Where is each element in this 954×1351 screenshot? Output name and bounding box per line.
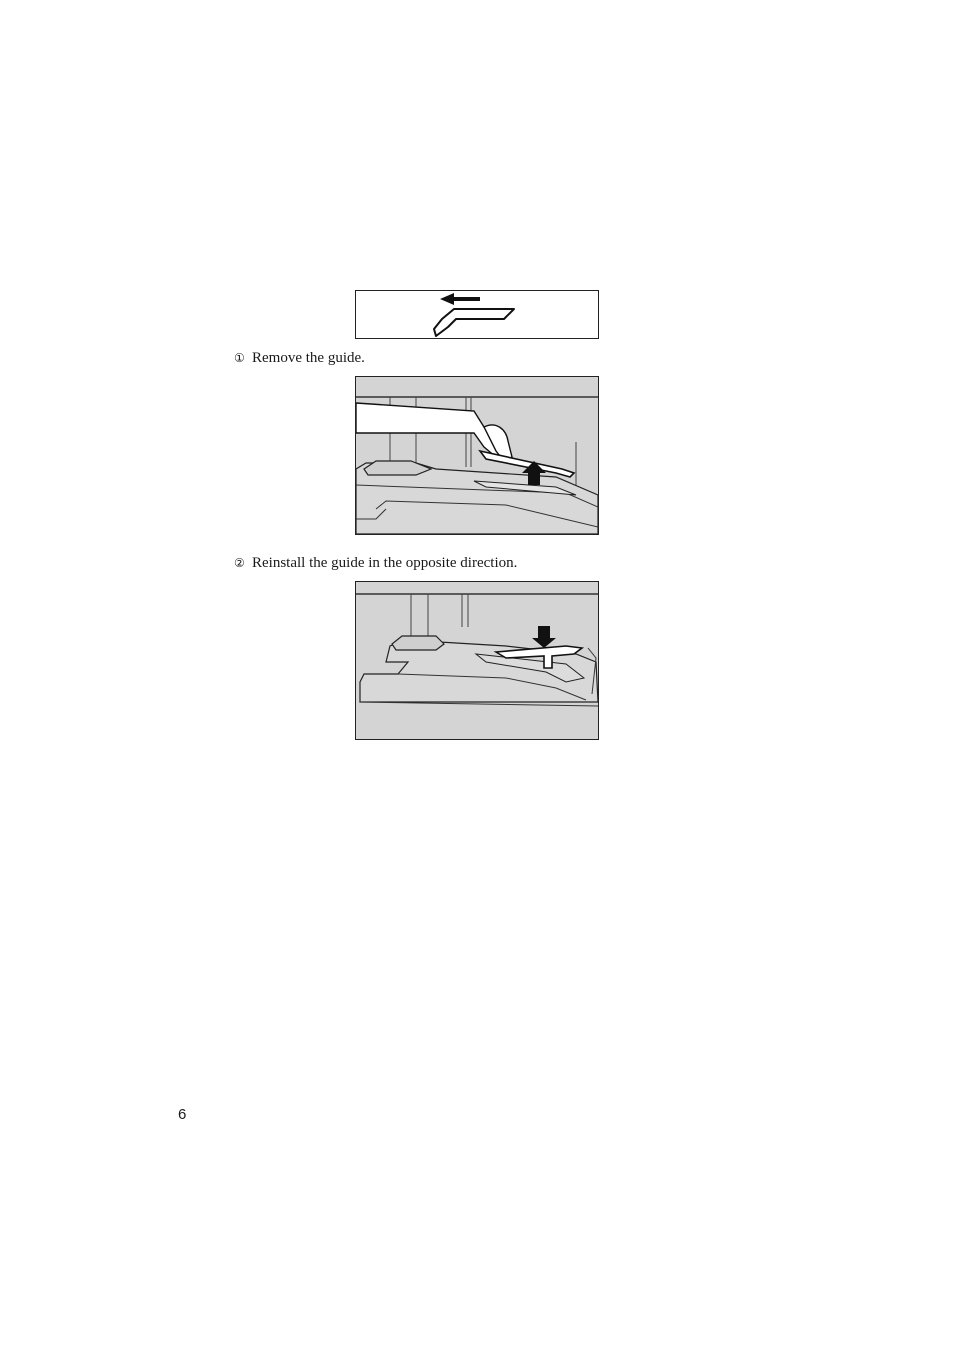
step-number: ② (234, 556, 245, 570)
step-number: ① (234, 351, 245, 365)
reinstall-guide-illustration (355, 581, 599, 740)
step-remove-guide (234, 349, 365, 367)
step-text: Remove the guide. (252, 350, 365, 366)
page-number: 6 (178, 1106, 187, 1123)
step-reinstall-guide (234, 554, 517, 572)
step-text: Reinstall the guide in the opposite direction. (252, 555, 518, 571)
orientation-symbol-figure (355, 290, 599, 339)
remove-guide-illustration (355, 376, 599, 535)
paper-feed-direction-icon (356, 291, 598, 338)
